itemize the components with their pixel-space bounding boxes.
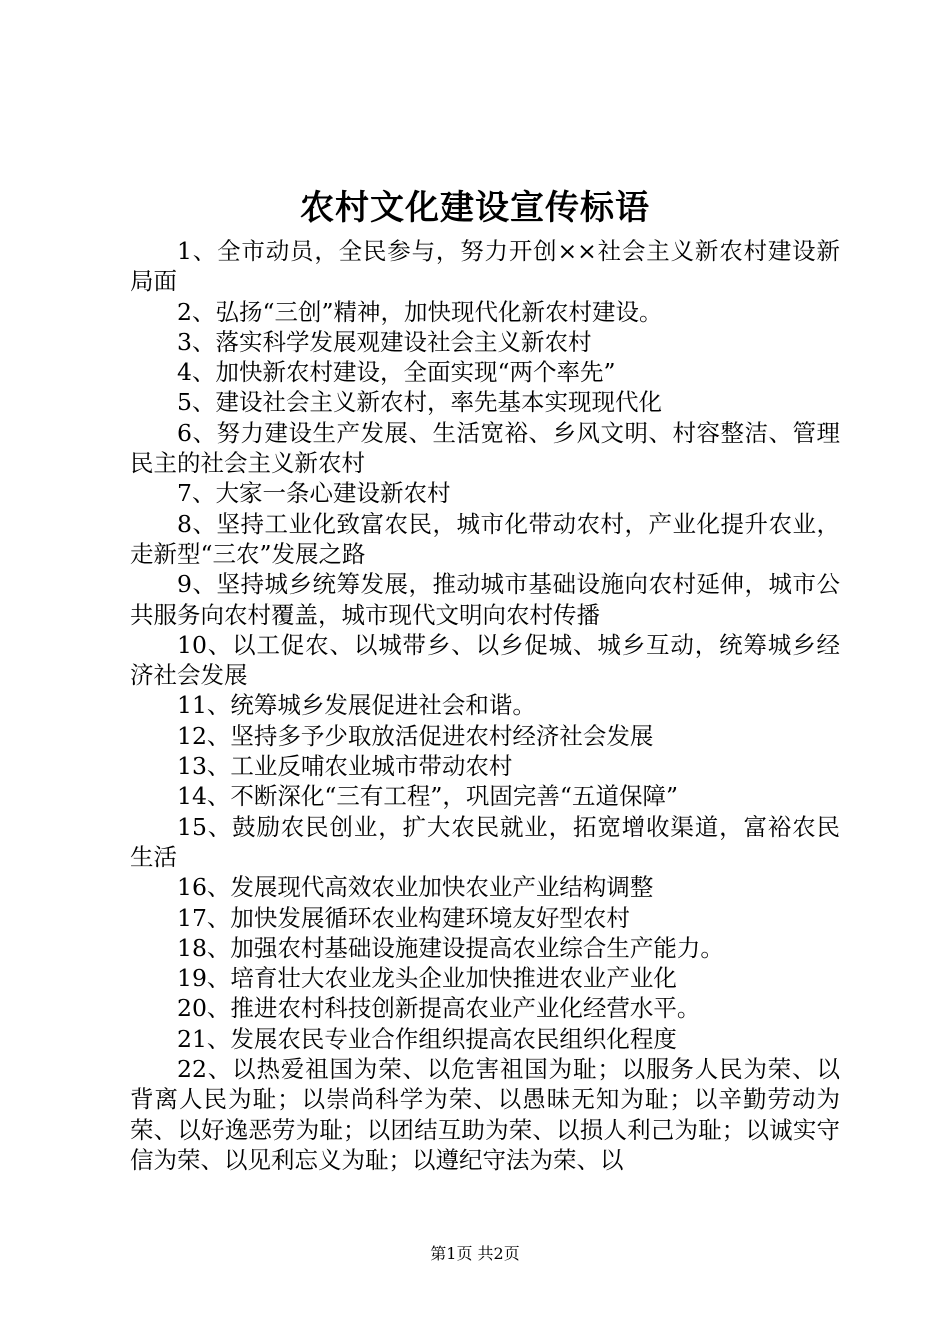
list-item: 17、加快发展循环农业构建环境友好型农村: [177, 903, 630, 932]
list-item: 19、培育壮大农业龙头企业加快推进农业产业化: [177, 964, 677, 993]
list-item: 4、加快新农村建设，全面实现“两个率先”: [177, 358, 616, 387]
list-item: 14、不断深化“三有工程”，巩固完善“五道保障”: [177, 782, 678, 811]
list-item: 15、鼓励农民创业，扩大农民就业，拓宽增收渠道，富裕农民生活: [130, 812, 840, 871]
list-item: 18、加强农村基础设施建设提高农业综合生产能力。: [177, 933, 724, 962]
list-item: 6、努力建设生产发展、生活宽裕、乡风文明、村容整洁、管理民主的社会主义新农村: [130, 418, 840, 478]
list-item: 3、落实科学发展观建设社会主义新农村: [177, 327, 592, 356]
list-item: 7、大家一条心建设新农村: [177, 479, 451, 508]
list-item: 22、以热爱祖国为荣、以危害祖国为耻；以服务人民为荣、以背离人民为耻；以崇尚科学为荣、以愚昧无知为耻；以辛勤劳动为荣、以好逸恶劳为耻；以团结互助为荣、以损人利己为耻；以诚实守信为荣、以见利忘义为耻；以遵纪守法为荣、以: [130, 1055, 840, 1174]
list-item: 20、推进农村科技创新提高农业产业化经营水平。: [177, 994, 701, 1023]
list-item: 2、弘扬“三创”精神，加快现代化新农村建设。: [177, 297, 663, 326]
slogan-list: [130, 236, 840, 1175]
list-item: 11、统筹城乡发展促进社会和谐。: [177, 691, 536, 720]
list-item: 21、发展农民专业合作组织提高农民组织化程度: [177, 1024, 677, 1053]
page-title: 农村文化建设宣传标语: [300, 188, 650, 228]
list-item: 9、坚持城乡统筹发展，推动城市基础设施向农村延伸，城市公共服务向农村覆盖，城市现代文明向农村传播: [130, 570, 840, 629]
list-item: 12、坚持多予少取放活促进农村经济社会发展: [177, 721, 654, 750]
list-item: 13、工业反哺农业城市带动农村: [177, 752, 513, 781]
list-item: 10、以工促农、以城带乡、以乡促城、城乡互动，统筹城乡经济社会发展: [130, 630, 840, 690]
list-item: 8、坚持工业化致富农民，城市化带动农村，产业化提升农业，走新型“三农”发展之路: [130, 509, 840, 568]
list-item: 1、全市动员，全民参与，努力开创××社会主义新农村建设新局面: [130, 237, 840, 296]
list-item: 5、建设社会主义新农村，率先基本实现现代化: [177, 388, 662, 417]
page-number-footer: 第1页 共2页: [430, 1244, 520, 1263]
list-item: 16、发展现代高效农业加快农业产业结构调整: [177, 873, 654, 902]
